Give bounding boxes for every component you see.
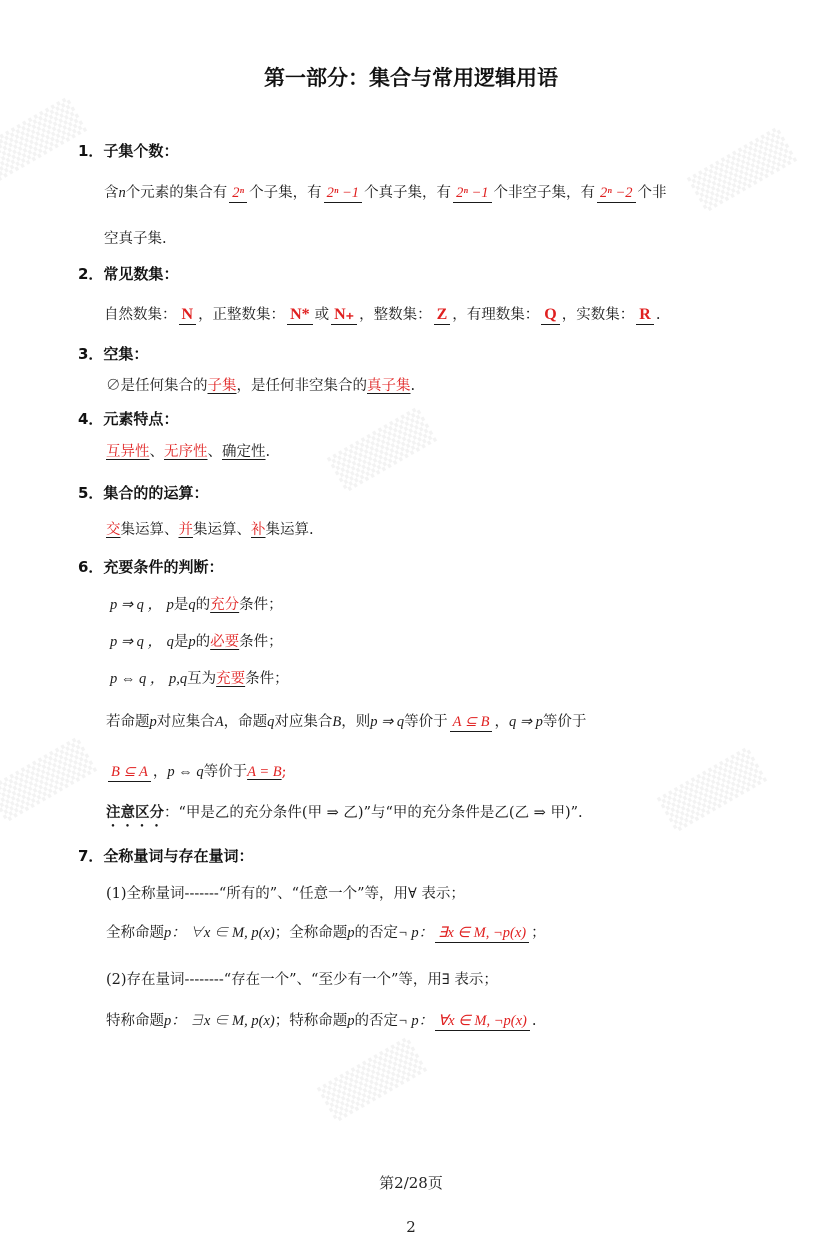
watermark-pattern	[687, 127, 798, 214]
answer-blank: ∃x ∈ M, ¬p(x)	[435, 925, 529, 943]
set-correspondence-line-1: 若命题p对应集合A，命题q对应集合B，则p ⇒ q等价于 A ⊆ B ，q ⇒ p等价于	[106, 714, 587, 730]
subset-count-line-1: 含n个元素的集合有 2ⁿ 个子集，有 2ⁿ −1 个真子集，有 2ⁿ −1 个非空子集，有 2ⁿ −2 个非	[104, 185, 667, 201]
note-line: 注意区分：“甲是乙的充分条件(甲 ⇒ 乙)”与“甲的充分条件是乙(乙 ⇒ 甲)”.	[106, 804, 583, 821]
answer-blank: N*	[287, 306, 313, 325]
watermark-pattern	[657, 747, 768, 834]
existential-proposition-line: 特称命题p： ∃x ∈ M, p(x)；特称命题p的否定¬ p： ∀x ∈ M, ¬p(x) .	[106, 1013, 537, 1029]
answer-blank: N₊	[331, 304, 357, 325]
universal-quantifier-line: (1)全称量词-------“所有的”、“任意一个”等，用∀ 表示；	[106, 886, 465, 902]
watermark-pattern	[0, 97, 88, 184]
section-heading-2: 2．常见数集：	[78, 265, 179, 283]
answer-blank: Z	[434, 306, 451, 325]
section-heading-7: 7．全称量词与存在量词：	[78, 847, 254, 865]
answer-blank: A ⊆ B	[450, 714, 493, 732]
page-number: 2	[406, 1218, 416, 1236]
empty-set-line: ∅是任何集合的子集，是任何非空集合的真子集.	[106, 378, 416, 394]
answer-blank: Q	[541, 306, 559, 325]
page-title: 第一部分：集合与常用逻辑用语	[264, 66, 558, 90]
watermark-pattern	[327, 407, 438, 494]
element-features-line: 互异性、无序性、确定性.	[106, 444, 271, 460]
answer-blank: ∀x ∈ M, ¬p(x)	[435, 1013, 530, 1031]
set-operations-line: 交集运算、并集运算、补集运算.	[106, 522, 314, 538]
necessary-condition-line: p ⇒ q ， q是p的必要条件；	[110, 634, 283, 650]
answer-blank: 2ⁿ −1	[453, 185, 491, 203]
page-footer: 第2/28页	[379, 1174, 443, 1192]
iff-condition-line: p ⇔ q ， p,q互为充要条件；	[110, 671, 289, 687]
section-heading-1: 1．子集个数：	[78, 142, 179, 160]
section-heading-6: 6．充要条件的判断：	[78, 558, 224, 576]
section-heading-4: 4．元素特点：	[78, 410, 179, 428]
answer-blank: 2ⁿ −1	[324, 185, 362, 203]
answer-blank: N	[179, 306, 197, 325]
number-sets-line: 自然数集： N ，正整数集： N* 或 N₊ ，整数集： Z ，有理数集： Q ，实数集： R .	[104, 306, 661, 323]
set-correspondence-line-2: B ⊆ A ，p ⇔ q等价于A = B;	[106, 760, 287, 782]
subset-count-line-2: 空真子集.	[104, 231, 167, 247]
section-heading-3: 3．空集：	[78, 345, 149, 363]
answer-blank: 2ⁿ	[229, 185, 247, 203]
answer-blank: R	[636, 306, 654, 325]
watermark-pattern	[317, 1037, 428, 1124]
universal-proposition-line: 全称命题p： ∀x ∈ M, p(x)；全称命题p的否定¬ p： ∃x ∈ M, ¬p(x) ；	[106, 925, 546, 941]
section-heading-5: 5．集合的的运算：	[78, 484, 209, 502]
answer-blank: B ⊆ A	[108, 764, 151, 782]
sufficient-condition-line: p ⇒ q ， p是q的充分条件；	[110, 597, 283, 613]
existential-quantifier-line: (2)存在量词--------“存在一个”、“至少有一个”等，用∃ 表示；	[106, 972, 498, 988]
watermark-pattern	[0, 737, 98, 824]
answer-blank: 2ⁿ −2	[597, 185, 635, 203]
